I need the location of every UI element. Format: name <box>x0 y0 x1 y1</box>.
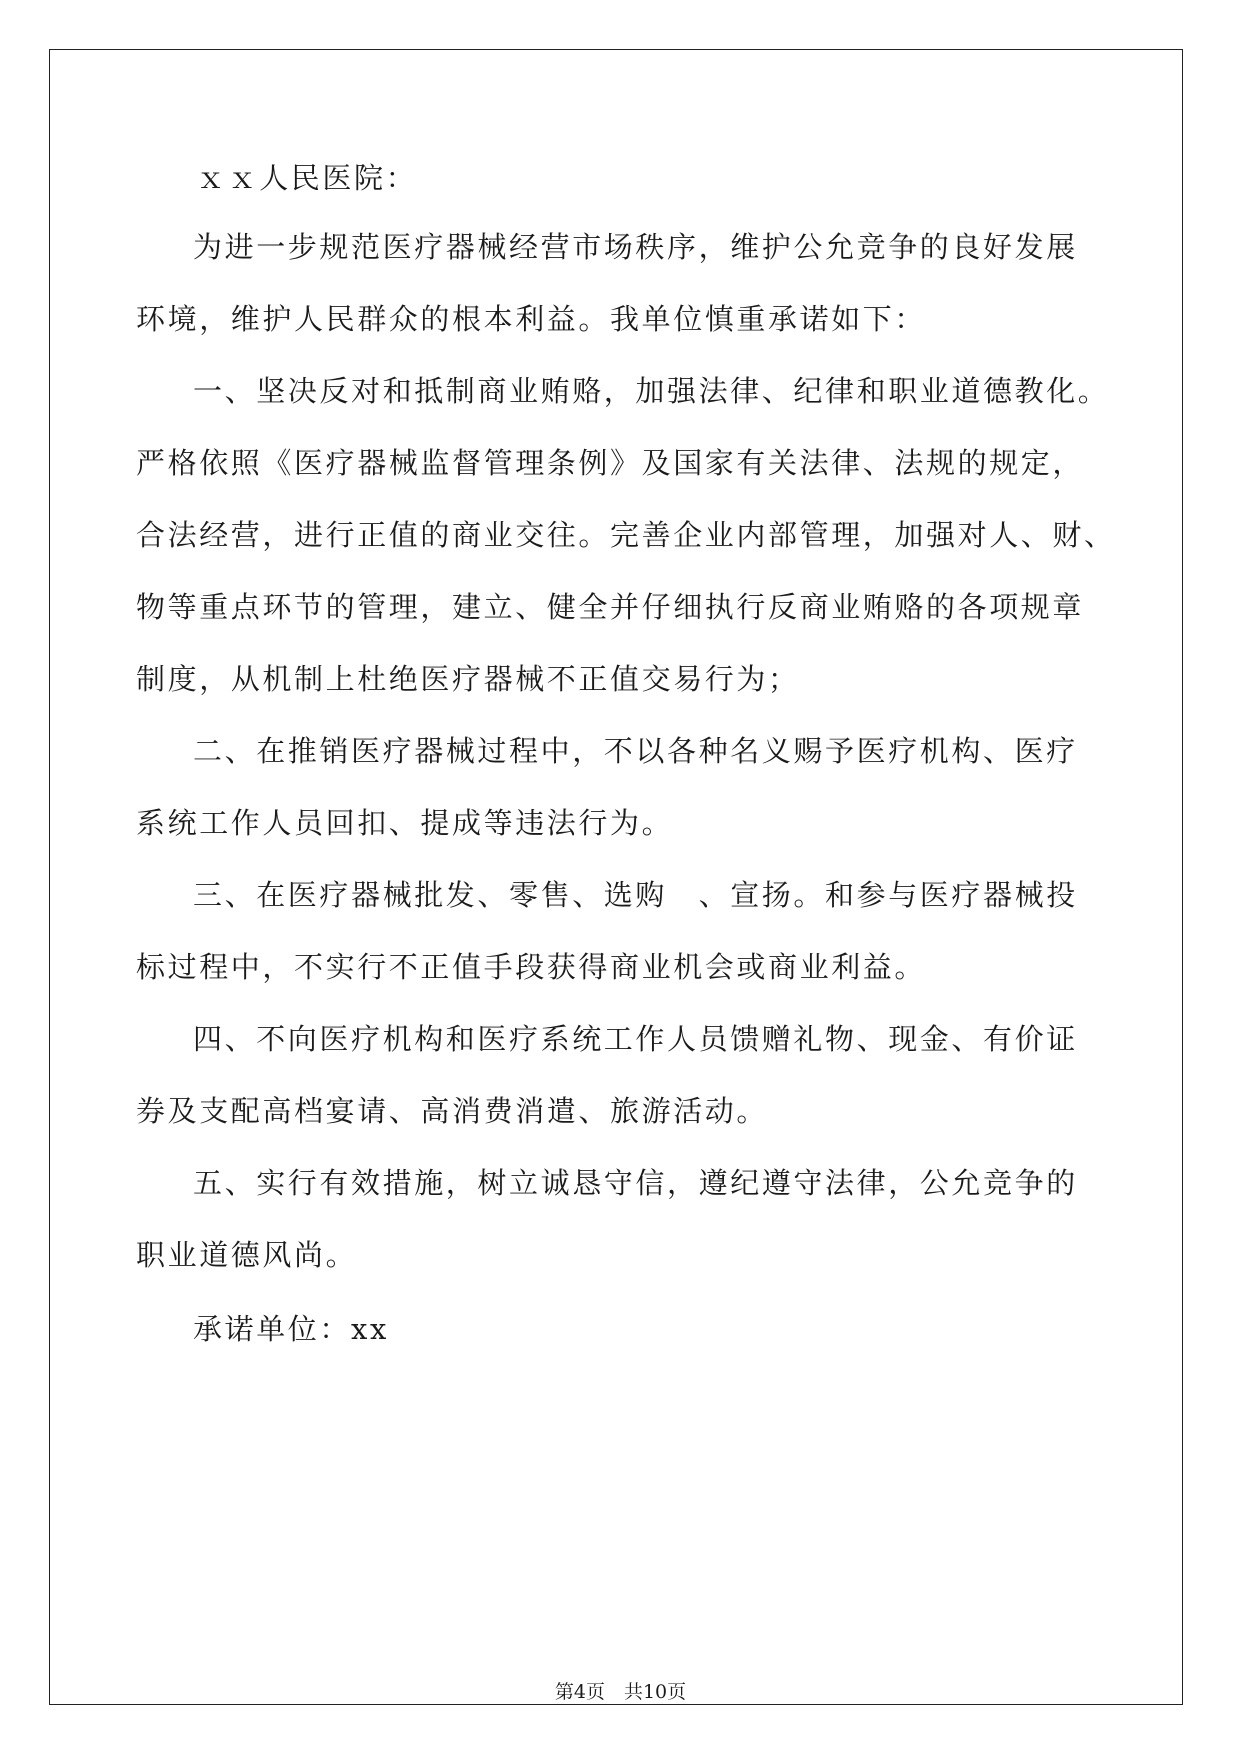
clause-4-line-1: 四、不向医疗机构和医疗系统工作人员馈赠礼物、现金、有价证 <box>193 1022 1078 1056</box>
signature-line: 承诺单位：xx <box>193 1312 389 1346</box>
clause-5-line-2: 职业道德风尚。 <box>136 1238 358 1272</box>
clause-5-line-1: 五、实行有效措施，树立诚恳守信，遵纪遵守法律，公允竞争的 <box>193 1166 1078 1200</box>
clause-1-line-4: 物等重点环节的管理，建立、健全并仔细执行反商业贿赂的各项规章 <box>136 590 1085 624</box>
clause-1-line-5: 制度，从机制上杜绝医疗器械不正值交易行为； <box>136 662 800 696</box>
page-number-footer: 第4页 共10页 <box>554 1681 687 1703</box>
paragraph-intro-line-1: 为进一步规范医疗器械经营市场秩序，维护公允竞争的良好发展 <box>193 230 1078 264</box>
salutation: ｘｘ人民医院： <box>196 161 418 195</box>
clause-3-line-1: 三、在医疗器械批发、零售、选购 、宣扬。和参与医疗器械投 <box>193 878 1078 912</box>
clause-1-line-1: 一、坚决反对和抵制商业贿赂，加强法律、纪律和职业道德教化。 <box>193 374 1110 408</box>
clause-2-line-1: 二、在推销医疗器械过程中，不以各种名义赐予医疗机构、医疗 <box>193 734 1078 768</box>
clause-4-line-2: 券及支配高档宴请、高消费消遣、旅游活动。 <box>136 1094 769 1128</box>
clause-3-line-2: 标过程中，不实行不正值手段获得商业机会或商业利益。 <box>136 950 927 984</box>
clause-2-line-2: 系统工作人员回扣、提成等违法行为。 <box>136 806 674 840</box>
clause-1-line-2: 严格依照《医疗器械监督管理条例》及国家有关法律、法规的规定， <box>136 446 1085 480</box>
paragraph-intro-line-2: 环境，维护人民群众的根本利益。我单位慎重承诺如下： <box>136 302 927 336</box>
clause-1-line-3: 合法经营，进行正值的商业交往。完善企业内部管理，加强对人、财、 <box>136 518 1116 552</box>
